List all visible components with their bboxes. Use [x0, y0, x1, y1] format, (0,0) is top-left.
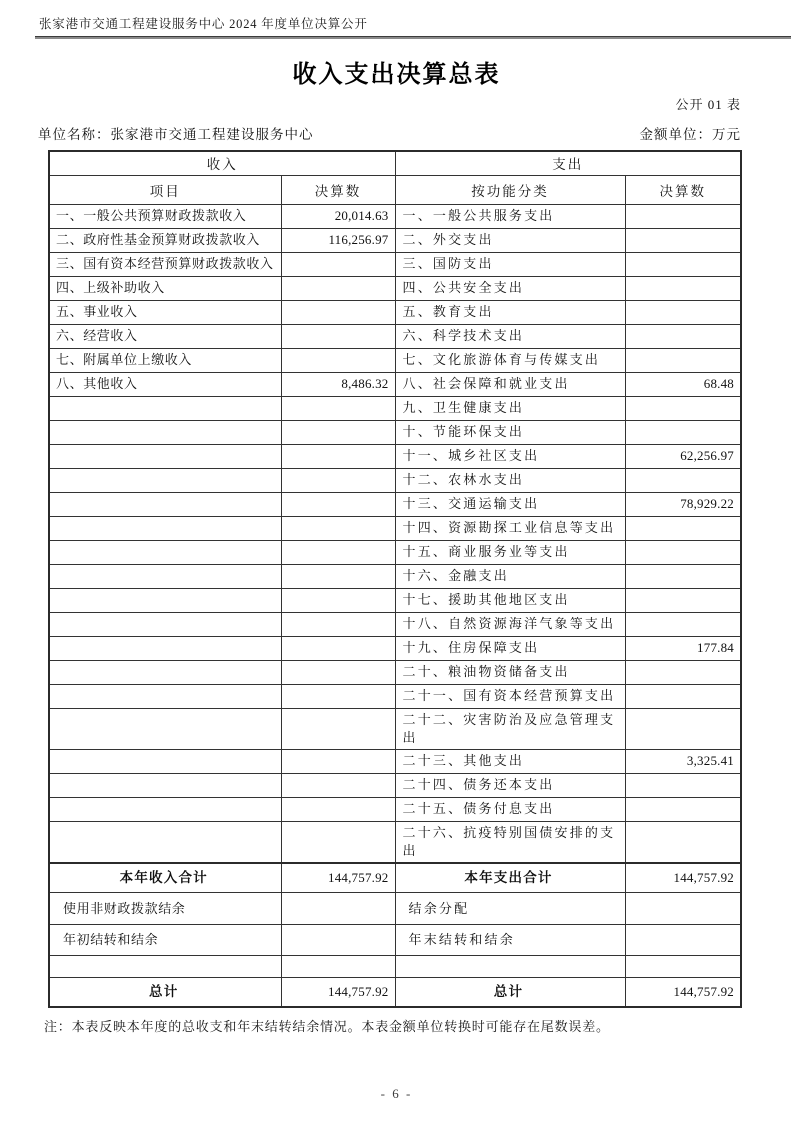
expense-amount-cell — [625, 956, 741, 978]
income-amount-cell: 8,486.32 — [281, 372, 395, 396]
expense-amount-cell — [625, 468, 741, 492]
expense-item-cell: 十一、城乡社区支出 — [395, 444, 625, 468]
expense-item-cell: 二十六、抗疫特别国债安排的支出 — [395, 821, 625, 863]
expense-item-cell: 十五、商业服务业等支出 — [395, 540, 625, 564]
table-row — [49, 444, 741, 468]
income-amount-cell: 144,757.92 — [281, 978, 395, 1007]
income-item-cell — [49, 540, 281, 564]
page-title: 收入支出决算总表 — [292, 61, 501, 88]
table-row — [49, 516, 741, 540]
expense-item-cell: 十九、住房保障支出 — [395, 636, 625, 660]
expense-item-cell: 六、科学技术支出 — [395, 324, 625, 348]
income-amount-cell — [281, 773, 395, 797]
income-item-cell: 四、上级补助收入 — [49, 276, 281, 300]
income-amount-cell — [281, 396, 395, 420]
unit-name: 单位名称：张家港市交通工程建设服务中心 — [38, 127, 314, 142]
expense-item-cell: 十七、援助其他地区支出 — [395, 588, 625, 612]
expense-amount-cell — [625, 773, 741, 797]
table-row — [49, 276, 741, 300]
table-row — [49, 684, 741, 708]
income-amount-cell — [281, 444, 395, 468]
expense-item-cell: 十四、资源勘探工业信息等支出 — [395, 516, 625, 540]
income-item-cell — [49, 468, 281, 492]
table-row — [49, 797, 741, 821]
running-head — [38, 14, 755, 39]
table-row — [49, 612, 741, 636]
income-amount-cell — [281, 324, 395, 348]
col-header-income-item: 项目 — [49, 175, 281, 204]
table-row — [49, 348, 741, 372]
income-item-cell: 六、经营收入 — [49, 324, 281, 348]
expense-item-cell: 一、一般公共服务支出 — [395, 204, 625, 228]
expense-amount-cell — [625, 612, 741, 636]
table-row — [49, 540, 741, 564]
expense-item-cell: 二十、粮油物资储备支出 — [395, 660, 625, 684]
income-amount-cell: 144,757.92 — [281, 863, 395, 893]
final-accounts-table — [48, 150, 742, 1008]
expense-amount-cell — [625, 540, 741, 564]
expense-amount-cell — [625, 797, 741, 821]
income-amount-cell — [281, 684, 395, 708]
income-item-cell — [49, 612, 281, 636]
income-amount-cell — [281, 612, 395, 636]
expense-item-cell: 二十一、国有资本经营预算支出 — [395, 684, 625, 708]
income-amount-cell — [281, 468, 395, 492]
expense-item-cell: 五、教育支出 — [395, 300, 625, 324]
expense-amount-cell — [625, 588, 741, 612]
income-item-cell — [49, 396, 281, 420]
income-amount-cell: 20,014.63 — [281, 204, 395, 228]
table-row — [49, 252, 741, 276]
income-item-cell — [49, 636, 281, 660]
expense-item-cell: 二十五、债务付息支出 — [395, 797, 625, 821]
expense-item-cell: 总计 — [395, 978, 625, 1007]
income-amount-cell — [281, 956, 395, 978]
expense-item-cell: 十二、农林水支出 — [395, 468, 625, 492]
table-summary — [49, 863, 741, 1007]
expense-amount-cell — [625, 684, 741, 708]
expense-amount-cell — [625, 276, 741, 300]
income-amount-cell: 116,256.97 — [281, 228, 395, 252]
expense-amount-cell: 68.48 — [625, 372, 741, 396]
table-body — [49, 204, 741, 863]
income-item-cell — [49, 749, 281, 773]
table-row — [49, 204, 741, 228]
expense-item-cell: 四、公共安全支出 — [395, 276, 625, 300]
expense-amount-cell — [625, 252, 741, 276]
expense-amount-cell — [625, 660, 741, 684]
table-row — [49, 420, 741, 444]
income-item-cell — [49, 660, 281, 684]
table-row — [49, 564, 741, 588]
income-amount-cell — [281, 540, 395, 564]
expense-amount-cell — [625, 300, 741, 324]
expense-item-cell: 十八、自然资源海洋气象等支出 — [395, 612, 625, 636]
col-header-income-amount: 决算数 — [281, 175, 395, 204]
header-rule — [35, 36, 791, 39]
table-row — [49, 468, 741, 492]
income-amount-cell — [281, 564, 395, 588]
expense-item-cell: 本年支出合计 — [395, 863, 625, 893]
expense-section-header: 支出 — [395, 151, 741, 175]
table-row — [49, 300, 741, 324]
column-header-row — [49, 175, 741, 204]
table-row — [49, 492, 741, 516]
table-meta — [38, 123, 755, 143]
income-item-cell: 三、国有资本经营预算财政拨款收入 — [49, 252, 281, 276]
table-row — [49, 372, 741, 396]
income-amount-cell — [281, 276, 395, 300]
summary-row — [49, 863, 741, 893]
income-item-cell: 年初结转和结余 — [49, 925, 281, 956]
income-amount-cell — [281, 708, 395, 749]
col-header-expense-amount: 决算数 — [625, 175, 741, 204]
table-row — [49, 228, 741, 252]
table-row — [49, 749, 741, 773]
income-item-cell: 八、其他收入 — [49, 372, 281, 396]
income-item-cell: 二、政府性基金预算财政拨款收入 — [49, 228, 281, 252]
summary-row — [49, 956, 741, 978]
expense-amount-cell — [625, 564, 741, 588]
expense-amount-cell: 144,757.92 — [625, 978, 741, 1007]
summary-row — [49, 978, 741, 1007]
income-amount-cell — [281, 636, 395, 660]
expense-amount-cell — [625, 228, 741, 252]
expense-item-cell: 七、文化旅游体育与传媒支出 — [395, 348, 625, 372]
income-section-header: 收入 — [49, 151, 395, 175]
table-row — [49, 773, 741, 797]
expense-item-cell: 九、卫生健康支出 — [395, 396, 625, 420]
income-item-cell — [49, 797, 281, 821]
expense-item-cell: 二十四、债务还本支出 — [395, 773, 625, 797]
table-code: 公开 01 表 — [675, 97, 741, 112]
expense-amount-cell — [625, 420, 741, 444]
table-row — [49, 636, 741, 660]
expense-item-cell: 二、外交支出 — [395, 228, 625, 252]
income-amount-cell — [281, 588, 395, 612]
income-item-cell: 五、事业收入 — [49, 300, 281, 324]
income-amount-cell — [281, 420, 395, 444]
income-item-cell: 本年收入合计 — [49, 863, 281, 893]
expense-item-cell: 二十二、灾害防治及应急管理支出 — [395, 708, 625, 749]
expense-amount-cell: 177.84 — [625, 636, 741, 660]
income-item-cell: 总计 — [49, 978, 281, 1007]
income-item-cell — [49, 821, 281, 863]
income-amount-cell — [281, 252, 395, 276]
income-item-cell: 使用非财政拨款结余 — [49, 893, 281, 925]
expense-amount-cell — [625, 925, 741, 956]
income-amount-cell — [281, 797, 395, 821]
running-head-text: 张家港市交通工程建设服务中心 2024 年度单位决算公开 — [39, 17, 368, 31]
table-row — [49, 708, 741, 749]
expense-amount-cell: 62,256.97 — [625, 444, 741, 468]
income-amount-cell — [281, 516, 395, 540]
income-item-cell — [49, 684, 281, 708]
expense-amount-cell — [625, 324, 741, 348]
income-amount-cell — [281, 821, 395, 863]
income-amount-cell — [281, 893, 395, 925]
expense-item-cell: 十、节能环保支出 — [395, 420, 625, 444]
expense-item-cell: 十六、金融支出 — [395, 564, 625, 588]
expense-item-cell: 十三、交通运输支出 — [395, 492, 625, 516]
income-amount-cell — [281, 492, 395, 516]
expense-amount-cell — [625, 708, 741, 749]
col-header-expense-item: 按功能分类 — [395, 175, 625, 204]
table-row — [49, 660, 741, 684]
income-item-cell — [49, 492, 281, 516]
income-item-cell — [49, 516, 281, 540]
expense-item-cell: 年末结转和结余 — [395, 925, 625, 956]
expense-amount-cell: 144,757.92 — [625, 863, 741, 893]
income-item-cell — [49, 420, 281, 444]
income-amount-cell — [281, 749, 395, 773]
expense-item-cell: 八、社会保障和就业支出 — [395, 372, 625, 396]
income-item-cell — [49, 564, 281, 588]
expense-item-cell — [395, 956, 625, 978]
expense-item-cell: 二十三、其他支出 — [395, 749, 625, 773]
expense-amount-cell — [625, 396, 741, 420]
expense-item-cell: 三、国防支出 — [395, 252, 625, 276]
expense-amount-cell — [625, 821, 741, 863]
amount-unit: 金额单位：万元 — [639, 127, 741, 142]
income-amount-cell — [281, 925, 395, 956]
expense-item-cell: 结余分配 — [395, 893, 625, 925]
section-header-row — [49, 151, 741, 175]
table-row — [49, 324, 741, 348]
income-amount-cell — [281, 348, 395, 372]
footnote: 注：本表反映本年度的总收支和年末结转结余情况。本表金额单位转换时可能存在尾数误差。 — [44, 1018, 610, 1034]
expense-amount-cell — [625, 348, 741, 372]
income-amount-cell — [281, 660, 395, 684]
income-item-cell: 七、附属单位上缴收入 — [49, 348, 281, 372]
expense-amount-cell — [625, 893, 741, 925]
expense-amount-cell — [625, 204, 741, 228]
expense-amount-cell: 3,325.41 — [625, 749, 741, 773]
summary-row — [49, 893, 741, 925]
income-item-cell — [49, 444, 281, 468]
table-row — [49, 821, 741, 863]
table-row — [49, 588, 741, 612]
page-number: - 6 - — [380, 1086, 413, 1101]
income-item-cell: 一、一般公共预算财政拨款收入 — [49, 204, 281, 228]
income-item-cell — [49, 588, 281, 612]
table-row — [49, 396, 741, 420]
income-item-cell — [49, 956, 281, 978]
income-amount-cell — [281, 300, 395, 324]
expense-amount-cell: 78,929.22 — [625, 492, 741, 516]
summary-row — [49, 925, 741, 956]
income-item-cell — [49, 773, 281, 797]
income-item-cell — [49, 708, 281, 749]
expense-amount-cell — [625, 516, 741, 540]
